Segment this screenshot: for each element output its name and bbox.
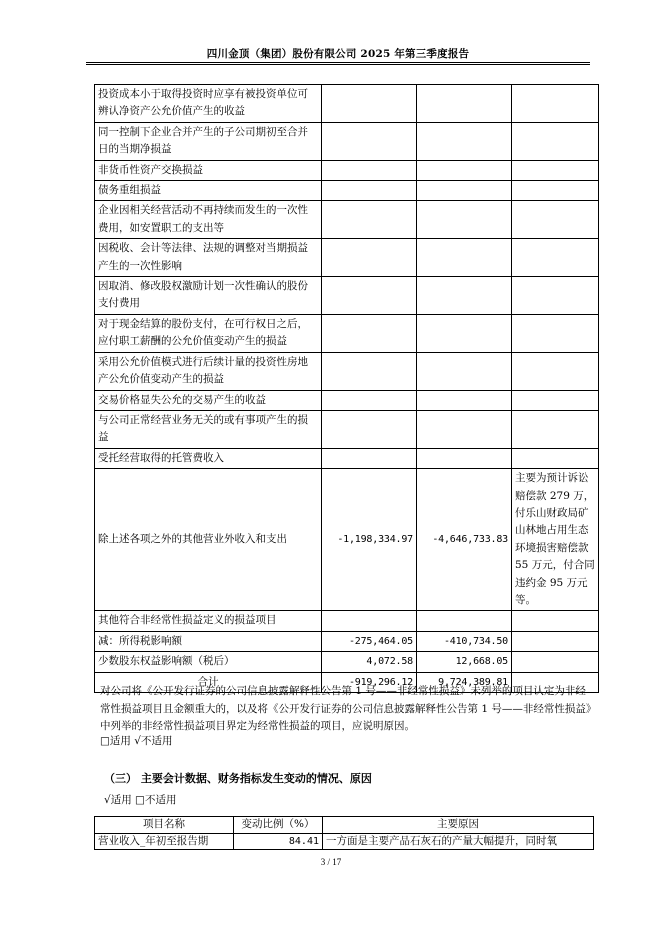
- explanation-applicability: □适用 √不适用: [100, 735, 173, 747]
- row-note: [512, 410, 599, 448]
- row-current-period: -919,296.12: [322, 672, 417, 692]
- report-header: 四川金顶（集团）股份有限公司 2025 年第三季度报告: [206, 48, 470, 60]
- row-note: [512, 631, 599, 651]
- table-row: [95, 448, 599, 468]
- row-item: 合计: [95, 672, 322, 692]
- explanation-paragraph: 对公司将《公开发行证券的公司信息披露解释性公告第 1 号——非经常性损益》未列举的项目认定为非经常性损益项目且金额重大的，以及将《公开发行证券的公司信息披露解释性公告第 1 号——非经常性损益》中列举的非经常性损益项目界定为经常性损益的项目，应说明原因。: [100, 685, 592, 732]
- row-current-period: [322, 85, 417, 123]
- section-title: （三） 主要会计数据、财务指标发生变动的情况、原因: [104, 772, 372, 785]
- row-item: 交易价格显失公允的交易产生的收益: [95, 390, 322, 410]
- row-year-to-date: [417, 239, 512, 277]
- row-current-period: [322, 410, 417, 448]
- row-item: 少数股东权益影响额（税后）: [95, 652, 322, 672]
- table-row: [95, 85, 599, 123]
- table-row: [95, 277, 599, 315]
- table-row: [95, 352, 599, 390]
- row-current-period: -275,464.05: [322, 631, 417, 651]
- row-item: 与公司正常经营业务无关的或有事项产生的损益: [95, 410, 322, 448]
- row-year-to-date: 9,724,389.81: [417, 672, 512, 692]
- table-row: [95, 390, 599, 410]
- row-note: 主要为预计诉讼赔偿款 279 万，付乐山财政局矿山林地占用生态环境损害赔偿款 55 万元，付合同违约金 95 万元等。: [512, 469, 599, 611]
- col-header-reason: 主要原因: [323, 817, 594, 834]
- table-row: [95, 833, 594, 850]
- row-current-period: [322, 611, 417, 631]
- row-current-period: [322, 160, 417, 180]
- row-year-to-date: [417, 410, 512, 448]
- row-current-period: [322, 201, 417, 239]
- table-row: [95, 239, 599, 277]
- row-note: [512, 277, 599, 315]
- row-year-to-date: [417, 390, 512, 410]
- row-note: [512, 652, 599, 672]
- row-current-period: [322, 314, 417, 352]
- row-year-to-date: [417, 181, 512, 201]
- row-reason: 一方面是主要产品石灰石的产量大幅提升，同时氧: [323, 833, 594, 850]
- row-note: [512, 239, 599, 277]
- table-row: [95, 410, 599, 448]
- table-row: [95, 469, 599, 611]
- row-year-to-date: [417, 85, 512, 123]
- row-year-to-date: [417, 201, 512, 239]
- row-item: 债务重组损益: [95, 181, 322, 201]
- row-note: [512, 201, 599, 239]
- row-current-period: [322, 239, 417, 277]
- row-note: [512, 448, 599, 468]
- row-year-to-date: 12,668.05: [417, 652, 512, 672]
- header-rule: [86, 62, 590, 63]
- row-item: 同一控制下企业合并产生的子公司期初至合并日的当期净损益: [95, 122, 322, 160]
- row-current-period: [322, 448, 417, 468]
- row-item: 减：所得税影响额: [95, 631, 322, 651]
- row-item: 对于现金结算的股份支付，在可行权日之后，应付职工薪酬的公允价值变动产生的损益: [95, 314, 322, 352]
- row-item: 除上述各项之外的其他营业外收入和支出: [95, 469, 322, 611]
- table-row: [95, 201, 599, 239]
- row-year-to-date: -410,734.50: [417, 631, 512, 651]
- row-item: 投资成本小于取得投资时应享有被投资单位可辨认净资产公允价值产生的收益: [95, 85, 322, 123]
- row-current-period: [322, 352, 417, 390]
- row-year-to-date: [417, 160, 512, 180]
- row-item: 其他符合非经常性损益定义的损益项目: [95, 611, 322, 631]
- row-year-to-date: -4,646,733.83: [417, 469, 512, 611]
- table-row: [95, 122, 599, 160]
- row-item: 企业因相关经营活动不再持续而发生的一次性费用，如安置职工的支出等: [95, 201, 322, 239]
- row-year-to-date: [417, 277, 512, 315]
- col-header-ratio: 变动比例（%）: [234, 817, 323, 834]
- header-rule-thin: [86, 64, 590, 65]
- row-note: [512, 352, 599, 390]
- row-ratio: 84.41: [234, 833, 323, 850]
- row-item: 采用公允价值模式进行后续计量的投资性房地产公允价值变动产生的损益: [95, 352, 322, 390]
- row-name: 营业收入_年初至报告期: [95, 833, 234, 850]
- row-item: 因取消、修改股权激励计划一次性确认的股份支付费用: [95, 277, 322, 315]
- table-row: [95, 160, 599, 180]
- row-year-to-date: [417, 448, 512, 468]
- row-current-period: [322, 122, 417, 160]
- row-note: [512, 181, 599, 201]
- row-year-to-date: [417, 352, 512, 390]
- nonrecurring-table: [94, 84, 599, 693]
- row-current-period: -1,198,334.97: [322, 469, 417, 611]
- row-year-to-date: [417, 122, 512, 160]
- change-table-header: [95, 817, 594, 834]
- row-note: [512, 611, 599, 631]
- row-note: [512, 122, 599, 160]
- table-row: [95, 611, 599, 631]
- table-row: [95, 631, 599, 651]
- row-note: [512, 314, 599, 352]
- row-note: [512, 160, 599, 180]
- row-year-to-date: [417, 314, 512, 352]
- row-item: 因税收、会计等法律、法规的调整对当期损益产生的一次性影响: [95, 239, 322, 277]
- row-year-to-date: [417, 611, 512, 631]
- row-item: 受托经营取得的托管费收入: [95, 448, 322, 468]
- table-row: [95, 652, 599, 672]
- table-row: [95, 181, 599, 201]
- row-current-period: 4,072.58: [322, 652, 417, 672]
- row-current-period: [322, 390, 417, 410]
- page-number: 3 / 17: [320, 857, 342, 867]
- row-item: 非货币性资产交换损益: [95, 160, 322, 180]
- row-current-period: [322, 277, 417, 315]
- row-note: [512, 390, 599, 410]
- row-note: [512, 85, 599, 123]
- col-header-name: 项目名称: [95, 817, 234, 834]
- row-current-period: [322, 181, 417, 201]
- table-row: [95, 314, 599, 352]
- change-table: [94, 816, 594, 850]
- section-applicability: √适用 □不适用: [104, 794, 177, 806]
